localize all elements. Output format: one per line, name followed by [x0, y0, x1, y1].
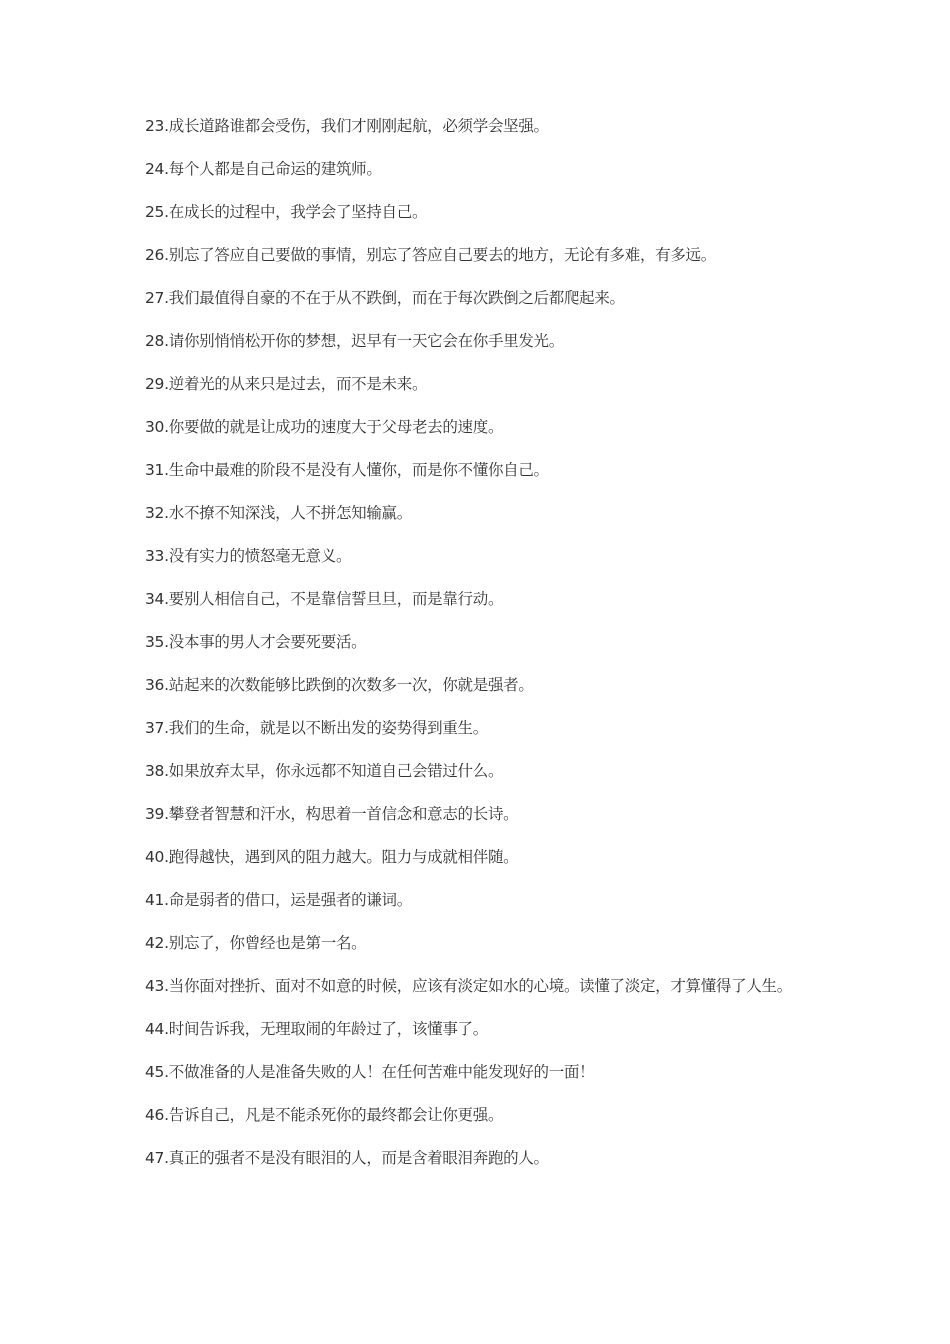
- quote-item-23: 23.成长道路谁都会受伤，我们才刚刚起航，必须学会坚强。: [145, 117, 549, 135]
- quote-item-38: 38.如果放弃太早，你永远都不知道自己会错过什么。: [145, 762, 504, 780]
- quote-item-25: 25.在成长的过程中，我学会了坚持自己。: [145, 203, 428, 221]
- quote-item-43: 43.当你面对挫折、面对不如意的时候，应该有淡定如水的心境。读懂了淡定，才算懂得了人生。: [145, 977, 792, 995]
- quote-item-37: 37.我们的生命，就是以不断出发的姿势得到重生。: [145, 719, 488, 737]
- quote-item-26: 26.别忘了答应自己要做的事情，别忘了答应自己要去的地方，无论有多难，有多远。: [145, 246, 716, 264]
- document-page: [145, 116, 810, 1191]
- quote-item-46: 46.告诉自己，凡是不能杀死你的最终都会让你更强。: [145, 1106, 504, 1124]
- quote-item-24: 24.每个人都是自己命运的建筑师。: [145, 160, 382, 178]
- quote-item-36: 36.站起来的次数能够比跌倒的次数多一次，你就是强者。: [145, 676, 534, 694]
- quote-item-31: 31.生命中最难的阶段不是没有人懂你，而是你不懂你自己。: [145, 461, 549, 479]
- quote-item-35: 35.没本事的男人才会要死要活。: [145, 633, 367, 651]
- quote-item-42: 42.别忘了，你曾经也是第一名。: [145, 934, 367, 952]
- quote-item-30: 30.你要做的就是让成功的速度大于父母老去的速度。: [145, 418, 504, 436]
- quote-item-40: 40.跑得越快，遇到风的阻力越大。阻力与成就相伴随。: [145, 848, 519, 866]
- quote-item-32: 32.水不撩不知深浅，人不拼怎知输赢。: [145, 504, 412, 522]
- quote-item-34: 34.要别人相信自己，不是靠信誓旦旦，而是靠行动。: [145, 590, 504, 608]
- quote-item-41: 41.命是弱者的借口，运是强者的谦词。: [145, 891, 412, 909]
- quote-item-29: 29.逆着光的从来只是过去，而不是未来。: [145, 375, 428, 393]
- quote-item-45: 45.不做准备的人是准备失败的人！在任何苦难中能发现好的一面！: [145, 1063, 595, 1081]
- quote-item-47: 47.真正的强者不是没有眼泪的人，而是含着眼泪奔跑的人。: [145, 1149, 549, 1167]
- quote-item-33: 33.没有实力的愤怒毫无意义。: [145, 547, 352, 565]
- quote-item-28: 28.请你别悄悄松开你的梦想，迟早有一天它会在你手里发光。: [145, 332, 564, 350]
- quote-item-39: 39.攀登者智慧和汗水，构思着一首信念和意志的长诗。: [145, 805, 519, 823]
- quote-item-44: 44.时间告诉我，无理取闹的年龄过了，该懂事了。: [145, 1020, 488, 1038]
- quote-item-27: 27.我们最值得自豪的不在于从不跌倒，而在于每次跌倒之后都爬起来。: [145, 289, 625, 307]
